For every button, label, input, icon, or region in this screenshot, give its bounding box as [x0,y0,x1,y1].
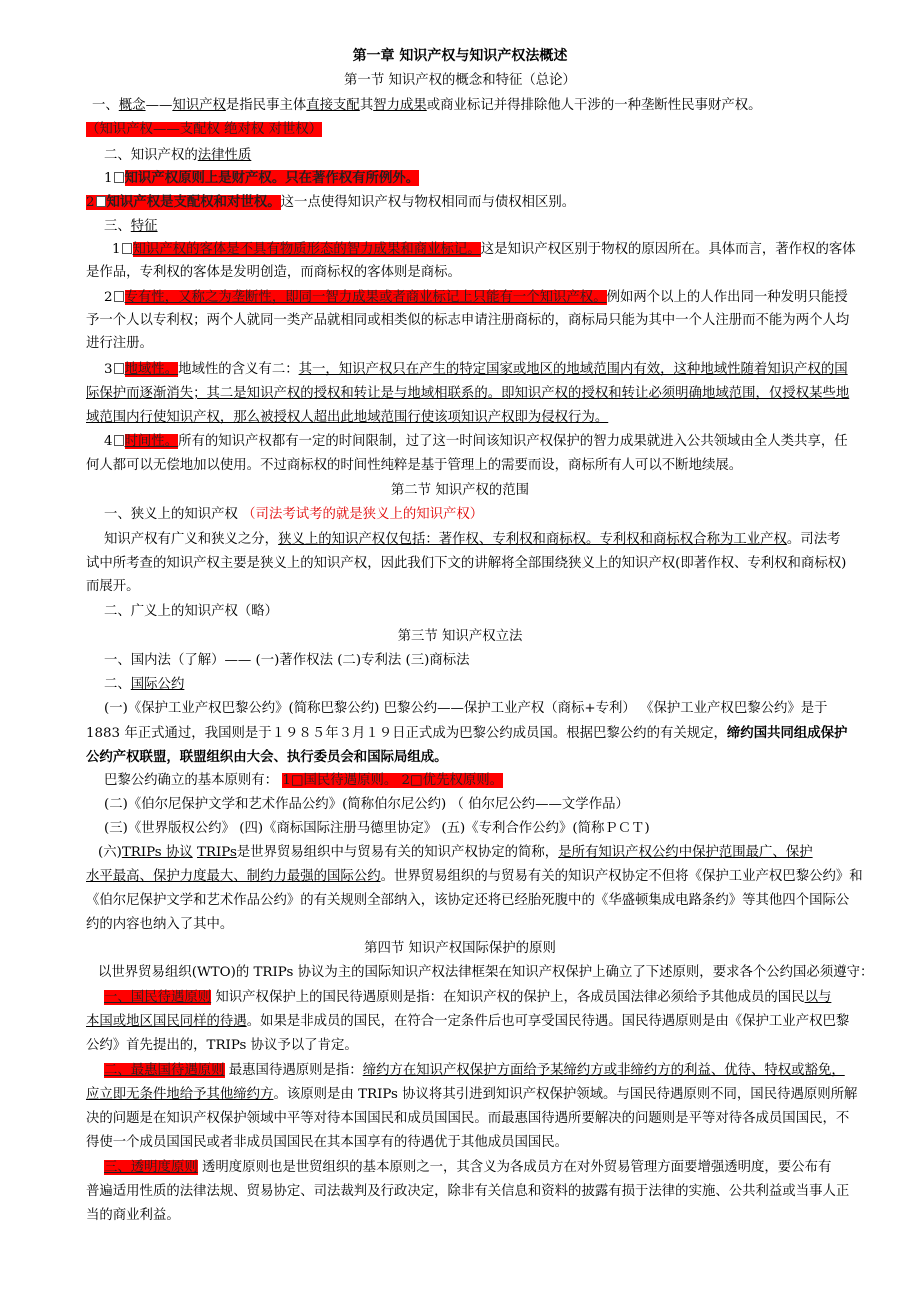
chapter-title: 第一章 知识产权与知识产权法概述 [352,48,568,64]
paris-principles: 巴黎公约确立的基本原则有： 1□国民待遇原则。 2□优先权原则。 [104,773,504,788]
scope-body-cont-2: 而展开。 [86,579,140,594]
principles-intro: 以世界贸易组织(WTO)的 TRIPs 协议为主的国际知识产权法律框架在知识产权保护上确立了下述原则，要求各个公约国必须遵守： [98,965,874,980]
feature-4-cont: 何人都可以无偿地加以使用。不过商标权的时间性纯粹是基于管理上的需要而设，商标所有人可以不断地续展。 [86,458,743,473]
domestic-law: 一、国内法（了解）—— (一)著作权法 (二)专利法 (三)商标法 [104,653,470,668]
feature-2-cont-1: 予一个人以专利权；两个人就同一类产品就相同或相类似的标志申请注册商标的，商标局只能为其中一个人注册而不能为两个人均 [86,313,850,328]
feature-3-cont-1: 际保护而逐渐消失；其二是知识产权的授权和转让是与地域相联系的。即知识产权的授权和转让必须明确地域范围，仅授权某些地 [86,386,850,401]
intl-conventions-heading: 二、国际公约 [104,677,185,692]
national-treatment: 一、国民待遇原则 知识产权保护上的国民待遇原则是指：在知识产权的保护上，各成员国法律必须给予其他成员的国民以与 [104,990,832,1005]
scope-body: 知识产权有广义和狭义之分，狭义上的知识产权仅包括：著作权、专利权和商标权。专利权和商标权合称为工业产权。司法考 [104,532,841,547]
paris-convention: (一)《保护工业产权巴黎公约》(简称巴黎公约) 巴黎公约——保护工业产权（商标+专利） 《保护工业产权巴黎公约》是于 [104,701,828,716]
paris-convention-cont-2: 公约产权联盟，联盟组织由大会、执行委员会和国际局组成。 [86,749,448,765]
feature-4: 4 时间性。所有的知识产权都有一定的时间限制，过了这一时间该知识产权保护的智力成果就进入公共领域由全人类共享，任 [104,434,848,449]
mfn-treatment: 二、最惠国待遇原则 最惠国待遇原则是指：缔约方在知识产权保护方面给予某缔约方或非缔约方的利益、优待、特权或豁免， [104,1063,845,1078]
transparency-cont-1: 普遍适用性质的法律法规、贸易协定、司法裁判及行政决定，除非有关信息和资料的披露有损于法律的实施、公共利益或当事人正 [86,1184,850,1199]
feature-2: 2 专有性，又称之为垄断性，即同一智力成果或者商业标记上只能有一个知识产权。例如两个以上的人作出同一种发明只能授 [104,290,848,305]
national-treatment-cont-1: 本国或地区国民同样的待遇。如果是非成员的国民，在符合一定条件后也可享受国民待遇。国民待遇原则是由《保护工业产权巴黎 [86,1014,850,1029]
national-treatment-cont-2: 公约》首先提出的，TRIPs 协议予以了肯定。 [86,1038,358,1053]
mfn-treatment-cont-1: 应立即无条件地给予其他缔约方。该原则是由 TRIPs 协议将其引进到知识产权保护领域。与国民待遇原则不同，国民待遇原则所解 [86,1087,858,1102]
feature-1: 1 知识产权的客体是不具有物质形态的智力成果和商业标记。这是知识产权区别于物权的原因所在。具体而言，著作权的客体 [112,242,856,257]
section-1-title: 第一节 知识产权的概念和特征（总论） [344,73,576,88]
paris-convention-cont-1: 1883 年正式通过，我国则是于１９８５年３月１９日正式成为巴黎公约成员国。根据巴黎公约的有关规定，缔约国共同组成保护 [86,725,848,741]
legal-nature-heading: 二、知识产权的法律性质 [104,148,252,163]
trips-cont-3: 约的内容也纳入了其中。 [86,917,234,932]
section-4-title: 第四节 知识产权国际保护的原则 [364,941,556,956]
feature-1-cont: 是作品，专利权的客体是发明创造，而商标权的客体则是商标。 [86,265,461,280]
trips-agreement: (六)TRIPs 协议 TRIPs是世界贸易组织中与贸易有关的知识产权协定的简称，是所有知识产权公约中保护范围最广、保护 [98,845,813,860]
legal-point-1: 1 知识产权原则上是财产权。只在著作权有所例外。 [104,170,420,186]
section-3-title: 第三节 知识产权立法 [397,629,523,644]
legal-point-2: 2 知识产权是支配权和对世权。这一点使得知识产权与物权相同而与债权相区别。 [86,194,576,210]
mfn-treatment-cont-3: 得使一个成员国国民或者非成员国国民在其本国享有的待遇优于其他成员国国民。 [86,1135,569,1150]
broad-ip-heading: 二、广义上的知识产权（略） [104,604,279,619]
feature-3: 3 地域性。地域性的含义有二：其一，知识产权只在产生的特定国家或地区的地域范围内有效，这种地域性随着知识产权的国 [104,362,848,377]
scope-body-cont-1: 试中所考查的知识产权主要是狭义上的知识产权，因此我们下文的讲解将全部围绕狭义上的知识产权(即著作权、专利权和商标权) [86,556,847,571]
narrow-ip-heading: 一、狭义上的知识产权 （司法考试考的就是狭义上的知识产权） [104,507,484,522]
transparency: 三、透明度原则 透明度原则也是世贸组织的基本原则之一，其含义为各成员方在对外贸易管理方面要增强透明度，要公布有 [104,1160,832,1175]
other-conventions: (三)《世界版权公约》 (四)《商标国际注册马德里协定》 (五)《专利合作公约》(简称ＰＣＴ) [104,821,650,836]
feature-2-cont-2: 进行注册。 [86,336,153,351]
transparency-cont-2: 当的商业利益。 [86,1208,180,1223]
mfn-treatment-cont-2: 决的问题是在知识产权保护领域中平等对待本国国民和成员国国民。而最惠国待遇所要解决的问题则是平等对待各成员国国民，不 [86,1111,850,1126]
trips-cont-1: 水平最高、保护力度最大、制约力最强的国际公约。世界贸易组织的与贸易有关的知识产权协定不但将《保护工业产权巴黎公约》和 [86,869,863,884]
berne-convention: (二)《伯尔尼保护文学和艺术作品公约》(简称伯尔尼公约) （ 伯尔尼公约——文学作品） [104,797,629,812]
concept-highlight: （知识产权——支配权 绝对权 对世权） [86,122,323,137]
feature-3-cont-2: 域范围内行使知识产权，那么被授权人超出此地域范围行使该项知识产权即为侵权行为。 [86,410,609,425]
trips-cont-2: 《伯尔尼保护文学和艺术作品公约》的有关规则全部纳入，该协定还将已经胎死腹中的《华盛顿集成电路条约》等其他四个国际公 [86,893,850,908]
section-2-title: 第二节 知识产权的范围 [390,483,530,498]
features-heading: 三、特征 [104,219,158,234]
concept-line: 一、概念——知识产权是指民事主体直接支配其智力成果或商业标记并得排除他人干涉的一种垄断性民事财产权。 [92,98,762,113]
